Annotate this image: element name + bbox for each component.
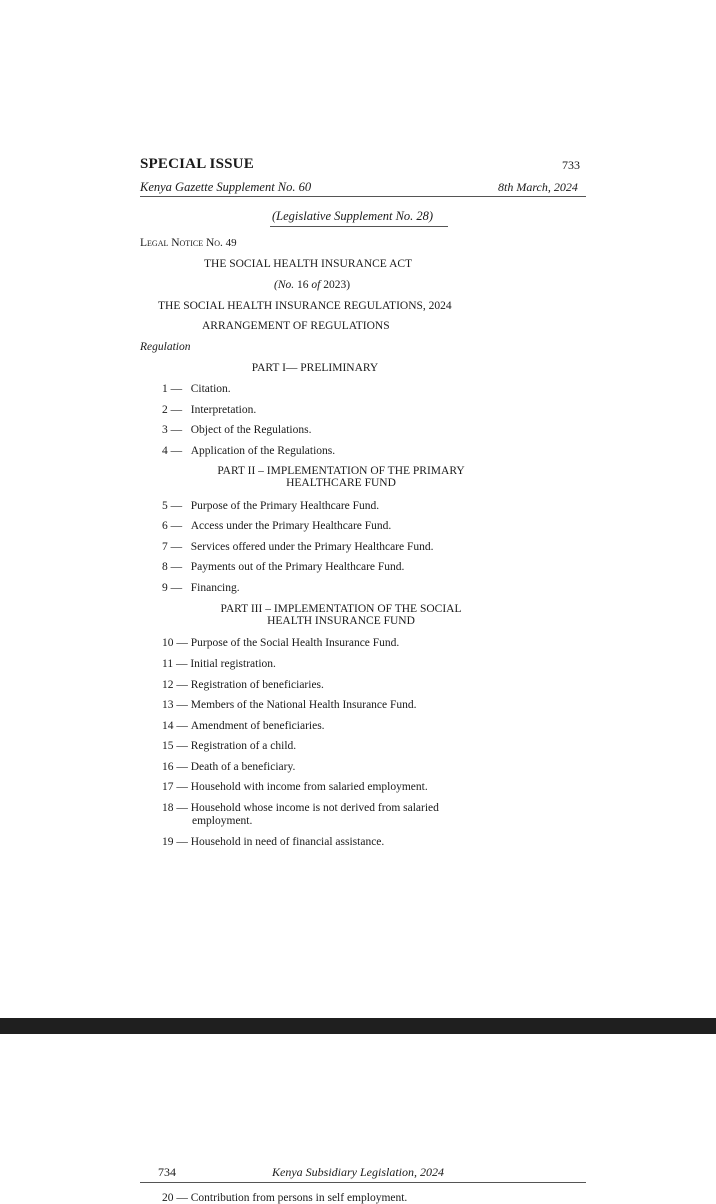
item-text: Members of the National Health Insurance Fund. bbox=[190, 699, 417, 711]
item-text: Registration of a child. bbox=[190, 740, 297, 752]
next-page-number: 734 bbox=[158, 1165, 176, 1179]
list-item bbox=[162, 720, 325, 733]
part-2-heading bbox=[196, 465, 486, 489]
list-item bbox=[162, 383, 231, 396]
item-text: Citation. bbox=[190, 383, 231, 395]
item-text: Payments out of the Primary Healthcare Fund. bbox=[190, 561, 405, 573]
regulations-title: THE SOCIAL HEALTH INSURANCE REGULATIONS, 2024 bbox=[158, 300, 452, 312]
part-3-title-line1: PART III – IMPLEMENTATION OF THE SOCIAL bbox=[220, 603, 462, 615]
item-text: Object of the Regulations. bbox=[190, 424, 312, 436]
item-text: Registration of beneficiaries. bbox=[190, 679, 324, 691]
list-item bbox=[162, 500, 379, 513]
item-number: 4 — bbox=[162, 445, 183, 457]
item-number: 1 — bbox=[162, 383, 183, 395]
list-item bbox=[162, 658, 276, 671]
legislative-supplement: (Legislative Supplement No. 28) bbox=[272, 209, 434, 223]
item-number: 3 — bbox=[162, 424, 183, 436]
item-number: 9 — bbox=[162, 582, 183, 594]
item-number: 2 — bbox=[162, 404, 183, 416]
item-number: 16 — bbox=[162, 761, 188, 773]
arrangement-heading: ARRANGEMENT OF REGULATIONS bbox=[202, 320, 390, 332]
item-number: 5 — bbox=[162, 500, 183, 512]
next-page-title: Kenya Subsidiary Legislation, 2024 bbox=[272, 1165, 444, 1179]
legal-notice-prefix: Legal Notice No. bbox=[140, 237, 223, 249]
act-number-value: 16 bbox=[297, 279, 309, 291]
item-number: 14 — bbox=[162, 720, 188, 732]
list-item bbox=[162, 836, 384, 849]
item-number: 10 — bbox=[162, 637, 188, 649]
item-number: 6 — bbox=[162, 520, 183, 532]
item-text: Access under the Primary Healthcare Fund. bbox=[190, 520, 392, 532]
list-item bbox=[162, 424, 311, 437]
list-item bbox=[162, 699, 417, 712]
item-number: 19 — bbox=[162, 836, 188, 848]
list-item bbox=[162, 520, 391, 533]
list-item bbox=[162, 637, 399, 650]
act-number-year: 2023) bbox=[323, 279, 351, 291]
act-number-open: (No. bbox=[274, 279, 297, 291]
item-number: 12 — bbox=[162, 679, 188, 691]
item-text: Services offered under the Primary Healthcare Fund. bbox=[190, 541, 434, 553]
legal-notice-value: 49 bbox=[225, 237, 237, 249]
list-item bbox=[162, 679, 324, 692]
list-item bbox=[162, 582, 240, 595]
list-item bbox=[162, 761, 295, 774]
legislative-supplement-rule bbox=[270, 226, 448, 227]
item-text: Purpose of the Social Health Insurance Fund. bbox=[190, 637, 400, 649]
list-item bbox=[162, 781, 428, 794]
header-rule bbox=[140, 196, 586, 197]
list-item bbox=[162, 445, 335, 458]
item-text-continuation: employment. bbox=[192, 815, 253, 827]
part-2-title-line1: PART II – IMPLEMENTATION OF THE PRIMARY bbox=[217, 465, 465, 477]
part-3-heading bbox=[196, 603, 486, 627]
item-text: Household in need of financial assistance. bbox=[190, 836, 385, 848]
part-3-title-line2: HEALTH INSURANCE FUND bbox=[267, 615, 415, 627]
item-text: Death of a beneficiary. bbox=[190, 761, 296, 773]
item-text: Financing. bbox=[190, 582, 240, 594]
page-divider bbox=[0, 1018, 716, 1034]
item-text: Household whose income is not derived from salaried bbox=[190, 802, 439, 814]
part-2-title-line2: HEALTHCARE FUND bbox=[286, 477, 396, 489]
item-number: 15 — bbox=[162, 740, 188, 752]
next-page-header-rule bbox=[140, 1182, 586, 1183]
act-number bbox=[274, 279, 350, 291]
list-item bbox=[162, 802, 439, 828]
list-item bbox=[162, 561, 404, 574]
item-number: 8 — bbox=[162, 561, 183, 573]
item-number: 13 — bbox=[162, 699, 188, 711]
act-title: THE SOCIAL HEALTH INSURANCE ACT bbox=[204, 258, 413, 270]
list-item bbox=[162, 404, 256, 417]
item-text: Purpose of the Primary Healthcare Fund. bbox=[190, 500, 380, 512]
item-number: 7 — bbox=[162, 541, 183, 553]
page-number: 733 bbox=[562, 158, 580, 172]
item-text: Amendment of beneficiaries. bbox=[190, 720, 325, 732]
gazette-supplement-title: Kenya Gazette Supplement No. 60 bbox=[140, 180, 312, 194]
legal-notice-number bbox=[140, 237, 237, 249]
act-number-of: of bbox=[308, 279, 324, 291]
part-1-heading bbox=[200, 362, 430, 374]
item-text: Interpretation. bbox=[190, 404, 257, 416]
item-text: Household with income from salaried employment. bbox=[190, 781, 428, 793]
regulation-column-label: Regulation bbox=[140, 341, 191, 353]
item-number: 17 — bbox=[162, 781, 188, 793]
item-text: Initial registration. bbox=[190, 658, 276, 670]
item-number: 18 — bbox=[162, 802, 188, 814]
list-item bbox=[162, 541, 434, 554]
list-item bbox=[162, 740, 296, 753]
item-text: Application of the Regulations. bbox=[190, 445, 336, 457]
special-issue-heading: SPECIAL ISSUE bbox=[140, 156, 254, 172]
part-1-title: PART I— PRELIMINARY bbox=[251, 362, 379, 374]
next-page-partial-line: 20 — Contribution from persons in self employment. bbox=[162, 1192, 408, 1204]
publication-date: 8th March, 2024 bbox=[498, 180, 578, 194]
item-number: 11 — bbox=[162, 658, 188, 670]
